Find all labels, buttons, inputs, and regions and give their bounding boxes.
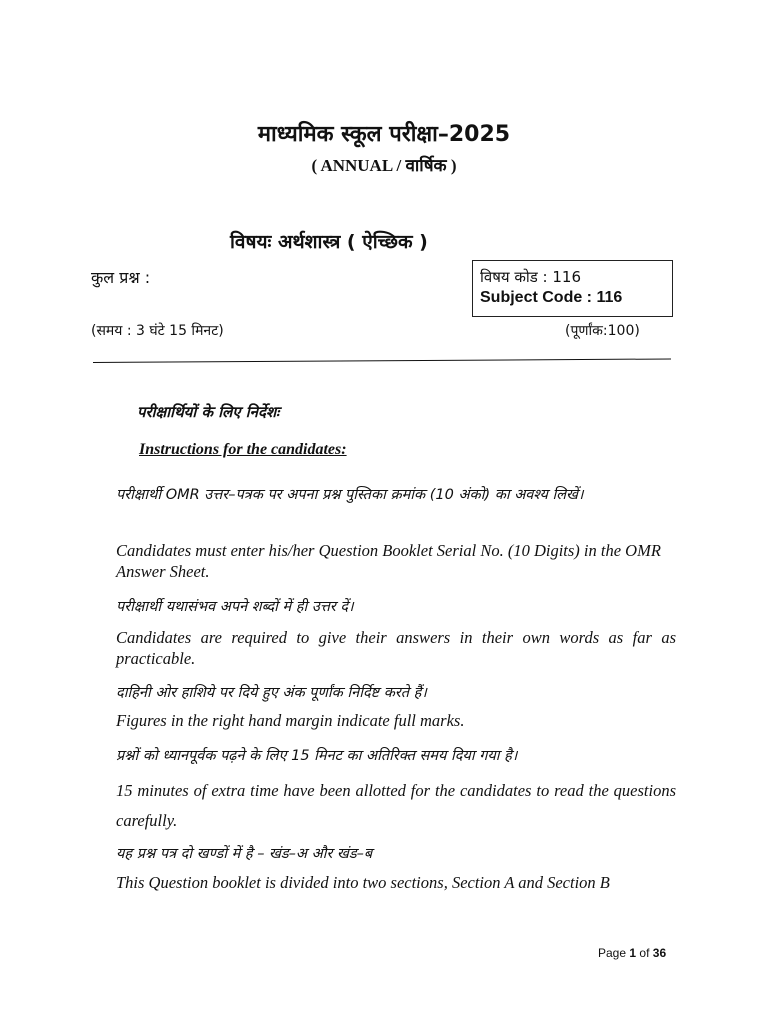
page-footer [598, 946, 666, 960]
total-questions-label: कुल प्रश्न : [91, 268, 151, 287]
instruction-item: Candidates must enter his/her Question Booklet Serial No. (10 Digits) in the OMR Answer Sheet. [116, 541, 661, 581]
subject-code-hindi: विषय कोड : 116 [480, 268, 582, 286]
instruction-item: Candidates are required to give their answers in their own words as far as practicable. [116, 628, 676, 668]
instructions-heading-english: Instructions for the candidates: [139, 441, 347, 458]
instruction-item: परीक्षार्थी यथासंभव अपने शब्दों में ही उत्तर दें। [116, 599, 354, 615]
instruction-item: प्रश्नों को ध्यानपूर्वक पढ़ने के लिए 15 मिनट का अतिरिक्त समय दिया गया है। [116, 748, 518, 764]
instruction-item: 15 minutes of extra time have been allotted for the candidates to read the questions carefully. [116, 781, 676, 830]
subject-heading: विषयः अर्थशास्त्र ( ऐच्छिक ) [230, 231, 428, 253]
of-label: of [639, 946, 650, 960]
exam-subtitle: ( ANNUAL / वार्षिक ) [311, 156, 457, 175]
total-pages-number: 36 [652, 946, 667, 960]
instruction-item: दाहिनी ओर हाशिये पर दिये हुए अंक पूर्णांक निर्दिष्ट करते हैं। [116, 685, 427, 701]
instruction-item: Figures in the right hand margin indicate full marks. [116, 711, 465, 730]
instructions-heading-hindi: परीक्षार्थियों के लिए निर्देशः [137, 403, 280, 421]
exam-time: (समय : 3 घंटे 15 मिनट) [91, 323, 224, 339]
exam-title: माध्यमिक स्कूल परीक्षा–2025 [257, 122, 511, 147]
full-marks: (पूर्णांक:100) [565, 323, 640, 339]
instruction-item: यह प्रश्न पत्र दो खण्डों में है – खंड–अ और खंड–ब [116, 846, 373, 862]
instruction-item: परीक्षार्थी OMR उत्तर–पत्रक पर अपना प्रश्न पुस्तिका क्रमांक (10 अंको) का अवश्य लिखें। [116, 487, 584, 503]
header-divider [93, 358, 671, 363]
page-label: Page [598, 946, 627, 960]
current-page-number: 1 [629, 946, 637, 960]
instruction-item: This Question booklet is divided into two sections, Section A and Section B [116, 873, 610, 892]
subject-code-english: Subject Code : 116 [480, 289, 623, 306]
